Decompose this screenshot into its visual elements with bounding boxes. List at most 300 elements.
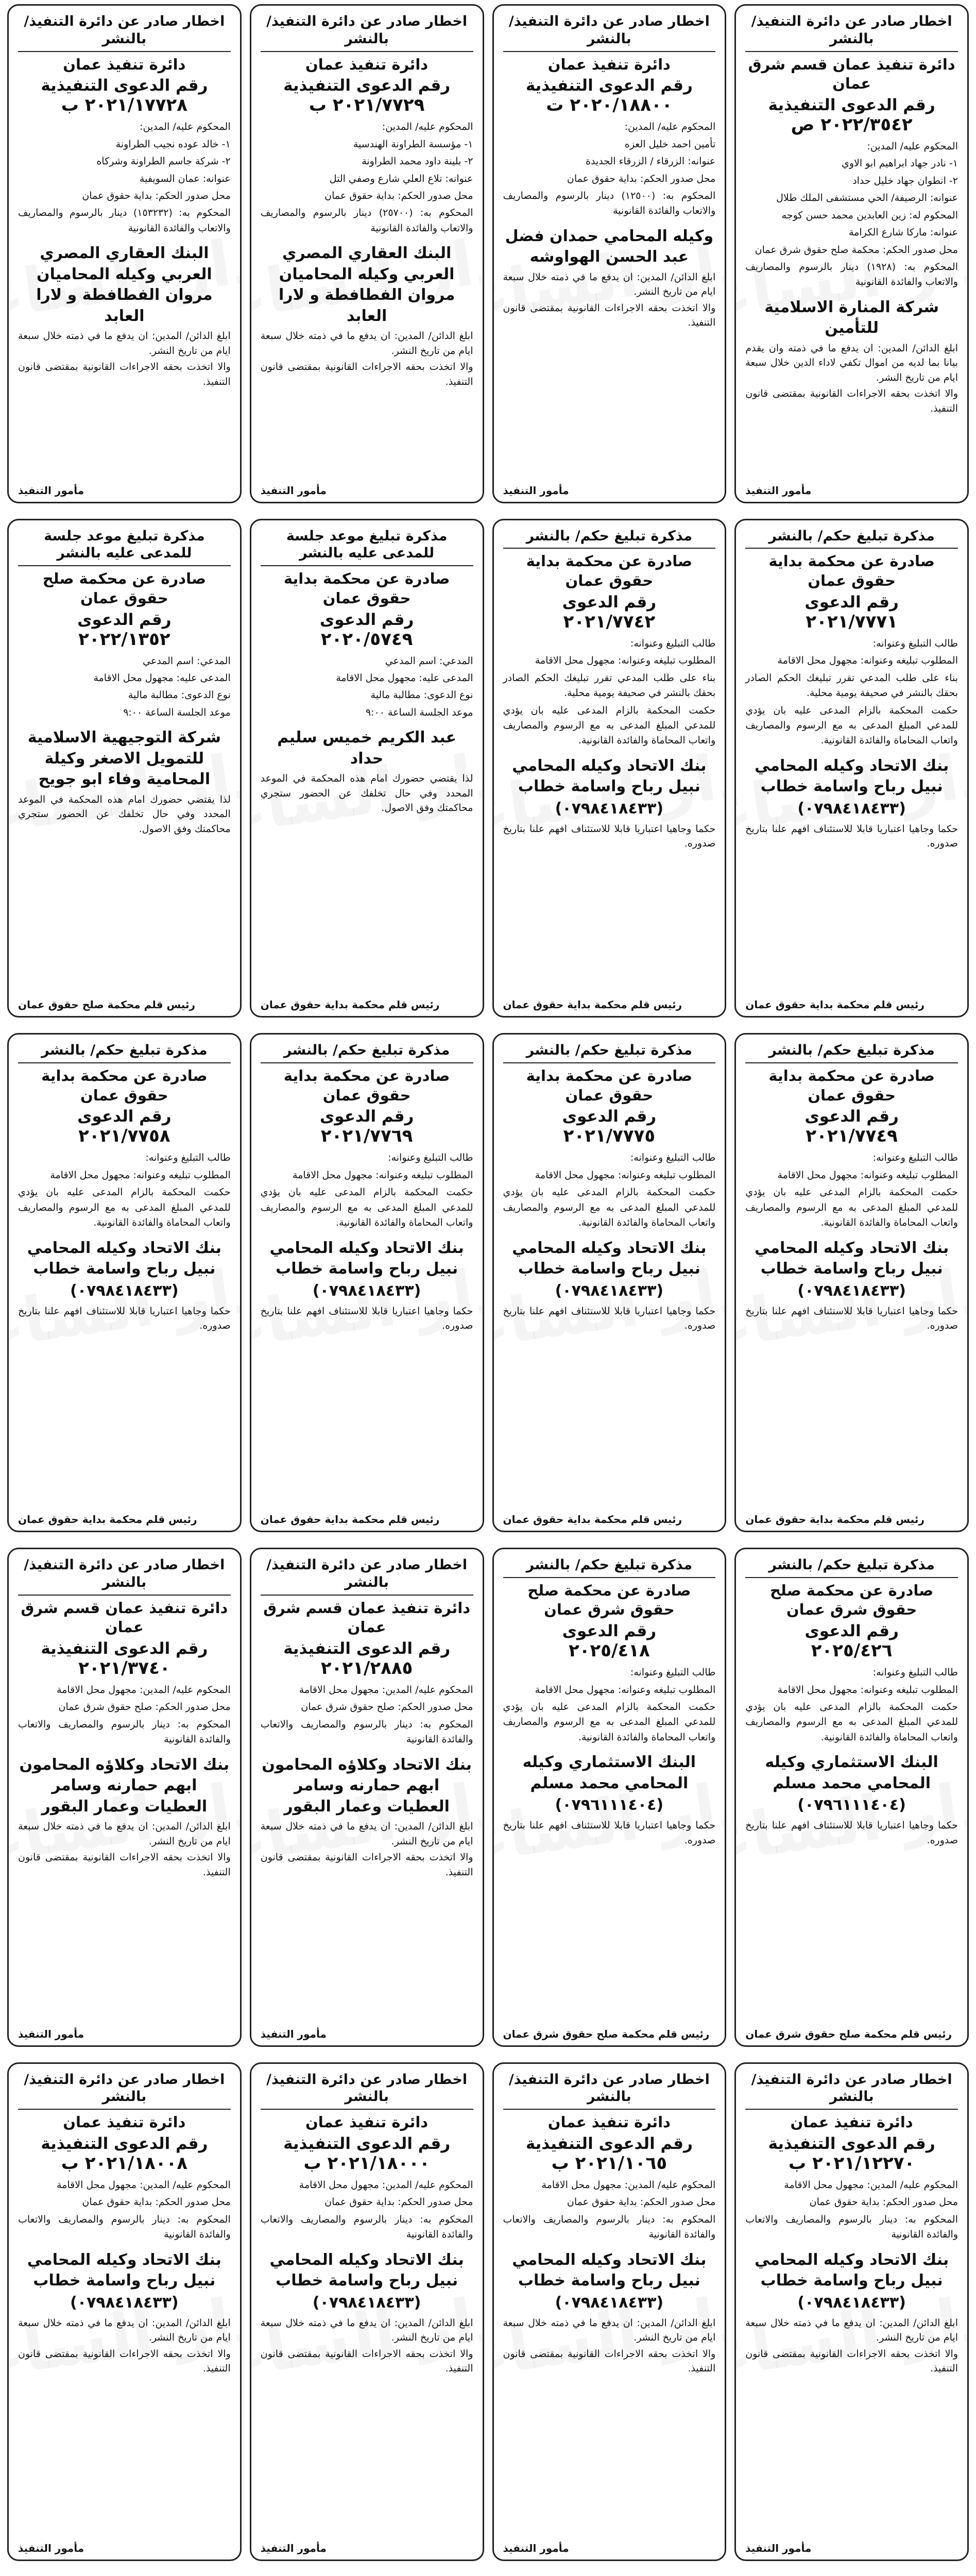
signature: رئيس قلم محكمة بداية حقوق عمان bbox=[503, 1513, 682, 1526]
body-line: محل صدور الحكم: محكمة صلح حقوق شرق عمان bbox=[755, 244, 958, 256]
notice-closing bbox=[745, 2316, 958, 2378]
closing-line: ابلغ الدائن/ المدين: ان يدفع ما في ذمته خلال سبعة ايام من تاريخ النشر. bbox=[260, 1821, 473, 1847]
notice-box bbox=[7, 519, 242, 1018]
body-line: طالب التبليغ وعنوانه: bbox=[145, 1152, 231, 1164]
notice-body bbox=[745, 1150, 958, 1232]
notice-subheader: صادرة عن محكمة بداية حقوق عمان bbox=[283, 570, 450, 607]
body-line: حكمت المحكمة بالزام المدعى عليه بان يؤدي للمدعي المبلغ المدعى به مع الرسوم والمصاريف واتعاب المحاماة والفائدة القانونية. bbox=[745, 1187, 958, 1229]
notice-subheader: صادرة عن محكمة بداية حقوق عمان bbox=[768, 1067, 935, 1104]
body-line: المدعى عليه: مجهول محل الاقامة bbox=[336, 672, 473, 684]
body-line: حكمت المحكمة بالزام المدعى عليه بان يؤدي للمدعي المبلغ المدعى به مع الرسوم والمصاريف واتعاب المحاماة والفائدة القانونية. bbox=[745, 704, 958, 747]
closing-line: حكما وجاهيا اعتباريا قابلا للاستئناف افهم علنا بتاريخ صدوره. bbox=[503, 1820, 716, 1846]
body-line: المدعى عليه: مجهول محل الاقامة bbox=[93, 672, 231, 684]
notice-subheader: دائرة تنفيذ عمان bbox=[547, 2113, 671, 2131]
body-line: المطلوب تبليغه وعنوانه: مجهول محل الاقامة bbox=[535, 655, 716, 667]
body-line: ١- مؤسسة الطراونة الهندسية bbox=[353, 138, 473, 150]
notice-closing bbox=[745, 1818, 958, 1849]
case-number: ٢٠٢١/٧٧٢٩ ب bbox=[309, 95, 425, 116]
body-line: ٢- شركة جاسم الطراونة وشركاه bbox=[96, 156, 231, 167]
closing-line: والا اتخذت بحقه الاجراءات القانونية بمقتضى قانون التنفيذ. bbox=[260, 361, 473, 387]
party-name: بنك الاتحاد وكلاؤه المحامون ابهم حمارنه وسامر العطيات وعمار البقور bbox=[262, 1755, 472, 1816]
body-line: المدعي: اسم المدعي bbox=[143, 655, 231, 667]
closing-line: ابلغ الدائن/ المدين: ان يدفع ما في ذمته خلال سبعة ايام من تاريخ النشر. bbox=[503, 2317, 716, 2344]
body-line: طالب التبليغ وعنوانه: bbox=[630, 1667, 716, 1679]
phone-number: (٠٧٩٨٤١٨٤٣٣) bbox=[797, 2293, 906, 2312]
phone-number: (٠٧٩٦١١١٤٠٤) bbox=[797, 1796, 906, 1815]
case-number: ٢٠٢١/٧٧٧٥ bbox=[563, 1126, 656, 1147]
notice-box bbox=[734, 2062, 969, 2562]
body-line: محل صدور الحكم: بداية حقوق عمان bbox=[567, 2196, 716, 2208]
body-line: المحكوم عليه/ المدين: مجهول محل الاقامة bbox=[57, 2179, 231, 2191]
body-line: بناء على طلب المدعي تقرر تبليغك الحكم الصادر بحقك بالنشر في صحيفة يومية محلية. bbox=[745, 672, 958, 699]
body-line: نوع الدعوى: مطالبة مالية bbox=[370, 689, 473, 701]
notice-subheader: دائرة تنفيذ عمان bbox=[63, 2113, 186, 2131]
case-number-label: رقم الدعوى bbox=[562, 1107, 657, 1126]
party-name: بنك الاتحاد وكيله المحامي نبيل رباح واسامة خطاب bbox=[512, 1239, 707, 1278]
closing-line: حكما وجاهيا اعتباريا قابلا للاستئناف افهم علنا بتاريخ صدوره. bbox=[745, 1305, 958, 1332]
party-name: البنك العقاري المصري العربي وكيله المحاميان مروان الفطافطة و لارا العابد bbox=[278, 244, 455, 325]
body-line: عنوانه: تلاع العلي شارع وصفي التل bbox=[329, 173, 473, 184]
signature: رئيس قلم محكمة صلح حقوق شرق عمان bbox=[745, 2027, 952, 2040]
signature: رئيس قلم محكمة بداية حقوق عمان bbox=[745, 1513, 924, 1526]
body-line: ٢- بلينة داود محمد الطراونة bbox=[362, 156, 473, 167]
signature: مأمور التنفيذ bbox=[18, 2542, 84, 2555]
case-number: ٢٠٢٥/٤٢٦ bbox=[811, 1640, 893, 1662]
notice-closing bbox=[18, 792, 231, 838]
closing-line: والا اتخذت بحقه الاجراءات القانونية بمقتضى قانون التنفيذ. bbox=[503, 2348, 716, 2375]
body-line: المطلوب تبليغه وعنوانه: مجهول محل الاقامة bbox=[777, 655, 958, 667]
notice-body bbox=[503, 1665, 716, 1747]
body-line: طالب التبليغ وعنوانه: bbox=[388, 1152, 473, 1164]
body-line: المحكوم عليه/ المدين: مجهول محل الاقامة bbox=[57, 1684, 231, 1696]
body-line: ١- نادر جهاد ابراهيم ابو الاوي bbox=[841, 158, 958, 170]
notice-header: مذكرة تبليغ حكم/ بالنشر bbox=[503, 1556, 716, 1578]
closing-line: ابلغ الدائن/ المدين: ان يدفع ما في ذمته خلال سبعة ايام من تاريخ النشر. bbox=[18, 2317, 231, 2344]
notice-body bbox=[18, 654, 231, 723]
notice-closing bbox=[18, 329, 231, 391]
body-line: المحكوم عليه/ المدين: مجهول محل الاقامة bbox=[541, 2179, 716, 2191]
notice-header: مذكرة تبليغ حكم/ بالنشر bbox=[745, 1042, 958, 1063]
body-line: محل صدور الحكم: بداية حقوق عمان bbox=[567, 173, 716, 184]
body-line: حكمت المحكمة بالزام المدعى عليه بان يؤدي للمدعي المبلغ المدعى به مع الرسوم والمصاريف واتعاب المحاماة والفائدة القانونية. bbox=[503, 704, 716, 747]
notice-body bbox=[18, 120, 231, 238]
signature: رئيس قلم محكمة بداية حقوق عمان bbox=[745, 998, 924, 1011]
notice-box bbox=[734, 4, 969, 503]
signature: مأمور التنفيذ bbox=[260, 2542, 327, 2555]
body-line: موعد الجلسة الساعة ٩:٠٠ bbox=[365, 706, 473, 718]
signature: مأمور التنفيذ bbox=[503, 484, 569, 497]
case-number: ٢٠٢٢/١٣٥٢ bbox=[78, 629, 170, 650]
notice-box bbox=[7, 4, 242, 503]
party-name: وكيله المحامي حمدان فضل عبد الحسن الهواوشه bbox=[505, 227, 714, 266]
signature: رئيس قلم محكمة بداية حقوق عمان bbox=[260, 998, 440, 1011]
notices-grid bbox=[7, 4, 969, 2576]
signature: مأمور التنفيذ bbox=[745, 484, 812, 497]
notice-subheader: صادرة عن محكمة بداية حقوق عمان bbox=[283, 1067, 450, 1104]
notice-body bbox=[261, 120, 473, 238]
notice-body bbox=[745, 636, 958, 751]
closing-line: ابلغ الدائن/ المدين: ان يدفع ما في ذمته خلال سبعة ايام من تاريخ النشر. bbox=[260, 330, 473, 357]
case-number-label: رقم الدعوى التنفيذية bbox=[283, 76, 451, 95]
notice-body bbox=[503, 1150, 716, 1232]
party-name: بنك الاتحاد وكيله المحامي نبيل رباح واسامة خطاب bbox=[512, 2250, 707, 2290]
notice-box bbox=[734, 1033, 969, 1532]
party-name: البنك العقاري المصري العربي وكيله المحاميان مروان الفطافطة و لارا العابد bbox=[36, 244, 213, 325]
notice-body bbox=[261, 2178, 473, 2245]
closing-line: والا اتخذت بحقه الاجراءات القانونية بمقتضى قانون التنفيذ. bbox=[260, 2348, 473, 2375]
notice-header: اخطار صادر عن دائرة التنفيذ/ بالنشر bbox=[261, 13, 473, 52]
case-number-label: رقم الدعوى التنفيذية bbox=[525, 2134, 693, 2153]
case-number: ٢٠٢١/١٧٧٢٨ ب bbox=[61, 95, 187, 116]
case-number: ٢٠٢١/٧٧٥٨ bbox=[78, 1126, 170, 1147]
notice-body bbox=[261, 654, 473, 723]
case-number-label: رقم الدعوى التنفيذية bbox=[768, 95, 935, 114]
signature: رئيس قلم محكمة صلح حقوق عمان bbox=[18, 998, 195, 1011]
notice-header: اخطار صادر عن دائرة التنفيذ/ بالنشر bbox=[745, 13, 958, 52]
closing-line: والا اتخذت بحقه الاجراءات القانونية بمقتضى قانون التنفيذ. bbox=[745, 388, 958, 414]
notice-box bbox=[7, 1548, 242, 2047]
body-line: عنوانه: عمان السويفية bbox=[139, 173, 231, 184]
case-number-label: رقم الدعوى bbox=[804, 592, 899, 612]
notice-body bbox=[18, 2178, 231, 2245]
body-line: نوع الدعوى: مطالبة مالية bbox=[128, 689, 231, 701]
notice-box bbox=[492, 519, 727, 1018]
notice-subheader: دائرة تنفيذ عمان bbox=[63, 55, 186, 73]
body-line: المحكوم عليه/ المدين: مجهول محل الاقامة bbox=[299, 2179, 473, 2191]
notice-closing bbox=[503, 822, 716, 853]
body-line: المحكوم به: دينار بالرسوم والمصاريف والاتعاب والفائدة القانونية bbox=[18, 1718, 231, 1745]
case-number-label: رقم الدعوى التنفيذية bbox=[41, 1639, 208, 1658]
party-name: بنك الاتحاد وكيله المحامي نبيل رباح واسامة خطاب bbox=[755, 2250, 949, 2290]
case-number: ٢٠٢١/١٢٢٧٠ ب bbox=[789, 2153, 915, 2174]
body-line: ٢- انطوان جهاد خليل حداد bbox=[852, 175, 958, 187]
notice-body bbox=[503, 636, 716, 751]
phone-number: (٠٧٩٦١١١٤٠٤) bbox=[555, 1796, 664, 1815]
phone-number: (٠٧٩٨٤١٨٤٣٣) bbox=[555, 1281, 664, 1300]
notice-box bbox=[250, 1548, 484, 2047]
phone-number: (٠٧٩٨٤١٨٤٣٣) bbox=[70, 2293, 179, 2312]
notice-closing bbox=[18, 2316, 231, 2378]
party-name: شركة المنارة الاسلامية للتأمين bbox=[764, 298, 939, 337]
closing-line: حكما وجاهيا اعتباريا قابلا للاستئناف افهم علنا بتاريخ صدوره. bbox=[745, 1820, 958, 1846]
notice-body bbox=[745, 1665, 958, 1747]
body-line: حكمت المحكمة بالزام المدعى عليه بان يؤدي للمدعي المبلغ المدعى به مع الرسوم والمصاريف واتعاب المحاماة والفائدة القانونية. bbox=[260, 1187, 473, 1229]
case-number: ٢٠٢٠/١٨٨٠٠ ت bbox=[546, 95, 673, 116]
notice-subheader: دائرة تنفيذ عمان bbox=[790, 2113, 913, 2131]
party-name: بنك الاتحاد وكيله المحامي نبيل رباح واسامة خطاب bbox=[269, 2250, 464, 2290]
body-line: المحكوم به: دينار بالرسوم والمصاريف والاتعاب والفائدة القانونية bbox=[260, 1718, 473, 1745]
body-line: موعد الجلسة الساعة ٩:٠٠ bbox=[123, 706, 231, 718]
case-number-label: رقم الدعوى التنفيذية bbox=[41, 76, 208, 95]
body-line: المحكوم عليه/ المدين: مجهول محل الاقامة bbox=[299, 1684, 473, 1696]
closing-line: حكما وجاهيا اعتباريا قابلا للاستئناف افهم علنا بتاريخ صدوره. bbox=[260, 1305, 473, 1332]
notice-header: مذكرة تبليغ حكم/ بالنشر bbox=[18, 1042, 231, 1063]
signature: رئيس قلم محكمة بداية حقوق عمان bbox=[503, 998, 682, 1011]
case-number-label: رقم الدعوى bbox=[319, 610, 414, 629]
body-line: محل صدور الحكم: بداية حقوق عمان bbox=[809, 2196, 958, 2208]
case-number: ٢٠٢١/٧٧٦٩ bbox=[320, 1126, 413, 1147]
body-line: محل صدور الحكم: بداية حقوق عمان bbox=[82, 190, 231, 201]
body-line: حكمت المحكمة بالزام المدعى عليه بان يؤدي للمدعي المبلغ المدعى به مع الرسوم والمصاريف واتعاب المحاماة والفائدة القانونية. bbox=[503, 1701, 716, 1743]
notice-box bbox=[250, 2062, 484, 2562]
body-line: المحكوم به: دينار بالرسوم والمصاريف والاتعاب والفائدة القانونية bbox=[18, 2213, 231, 2241]
body-line: المطلوب تبليغه وعنوانه: مجهول محل الاقامة bbox=[293, 1169, 473, 1181]
case-number-label: رقم الدعوى bbox=[77, 610, 172, 629]
case-number: ٢٠٢١/٢٨٨٥ bbox=[320, 1657, 413, 1679]
body-line: حكمت المحكمة بالزام المدعى عليه بان يؤدي للمدعي المبلغ المدعى به مع الرسوم والمصاريف واتعاب المحاماة والفائدة القانونية. bbox=[503, 1187, 716, 1229]
case-number: ٢٠٢٥/٤١٨ bbox=[569, 1640, 650, 1662]
body-line: المحكوم عليه/ المدين: bbox=[624, 121, 716, 133]
body-line: المطلوب تبليغه وعنوانه: مجهول محل الاقامة bbox=[535, 1169, 716, 1181]
signature: مأمور التنفيذ bbox=[745, 2542, 812, 2555]
notice-closing bbox=[261, 2316, 473, 2378]
phone-number: (٠٧٩٨٤١٨٤٣٣) bbox=[555, 2293, 664, 2312]
notice-closing bbox=[261, 771, 473, 817]
notice-closing bbox=[261, 1819, 473, 1881]
notice-header: مذكرة تبليغ حكم/ بالنشر bbox=[503, 1042, 716, 1063]
notice-closing bbox=[745, 1304, 958, 1335]
body-line: طالب التبليغ وعنوانه: bbox=[872, 637, 958, 649]
case-number-label: رقم الدعوى التنفيذية bbox=[525, 76, 693, 95]
body-line: المحكوم به: دينار بالرسوم والمصاريف والاتعاب والفائدة القانونية bbox=[260, 2213, 473, 2241]
notice-subheader: صادرة عن محكمة بداية حقوق عمان bbox=[526, 552, 693, 590]
closing-line: والا اتخذت بحقه الاجراءات القانونية بمقتضى قانون التنفيذ. bbox=[18, 361, 231, 387]
phone-number: (٠٧٩٨٤١٨٤٣٣) bbox=[312, 2293, 421, 2312]
notice-box bbox=[734, 1548, 969, 2047]
case-number: ٢٠٢١/٧٧٧١ bbox=[806, 611, 898, 632]
notice-closing bbox=[503, 1818, 716, 1849]
body-line: محل صدور الحكم: بداية حقوق عمان bbox=[82, 2196, 231, 2208]
closing-line: ابلغ الدائن/ المدين: ان يدفع ما في ذمته خلال سبعة ايام من تاريخ النشر. bbox=[18, 330, 231, 357]
body-line: طالب التبليغ وعنوانه: bbox=[872, 1152, 958, 1164]
notice-box bbox=[492, 2062, 727, 2562]
notice-closing bbox=[261, 1304, 473, 1335]
notice-body bbox=[503, 120, 716, 221]
body-line: المحكوم به: (١٥٣٢٣٢) دينار بالرسوم والمصاريف والاتعاب والفائدة القانونية bbox=[18, 207, 231, 234]
notice-box bbox=[492, 1033, 727, 1532]
closing-line: والا اتخذت بحقه الاجراءات القانونية بمقتضى قانون التنفيذ. bbox=[260, 1852, 473, 1878]
case-number: ٢٠٢١/٣٧٤٠ bbox=[78, 1657, 170, 1679]
phone-number: (٠٧٩٨٤١٨٤٣٣) bbox=[555, 799, 664, 818]
case-number-label: رقم الدعوى bbox=[319, 1107, 414, 1126]
closing-line: ابلغ الدائن/ المدين: ان يدفع ما في ذمته خلال سبعة ايام من تاريخ النشر. bbox=[745, 2317, 958, 2344]
signature: مأمور التنفيذ bbox=[503, 2542, 569, 2555]
notice-closing bbox=[18, 1819, 231, 1881]
case-number: ٢٠٢١/١٨٠٠٨ ب bbox=[61, 2153, 187, 2174]
notice-subheader: صادرة عن محكمة صلح حقوق شرق عمان bbox=[769, 1581, 934, 1619]
notice-subheader: دائرة تنفيذ عمان bbox=[547, 55, 671, 73]
case-number-label: رقم الدعوى bbox=[804, 1107, 899, 1126]
case-number-label: رقم الدعوى bbox=[804, 1622, 899, 1641]
closing-line: حكما وجاهيا اعتباريا قابلا للاستئناف افهم علنا بتاريخ صدوره. bbox=[503, 823, 716, 850]
notice-subheader: دائرة تنفيذ عمان قسم شرق عمان bbox=[21, 1599, 228, 1636]
notice-box bbox=[250, 4, 484, 503]
body-line: طالب التبليغ وعنوانه: bbox=[630, 1152, 716, 1164]
case-number-label: رقم الدعوى التنفيذية bbox=[283, 1639, 451, 1658]
body-line: بناء على طلب المدعي تقرر تبليغك الحكم الصادر بحقك بالنشر في صحيفة يومية محلية. bbox=[503, 672, 716, 699]
party-name: بنك الاتحاد وكيله المحامي نبيل رباح واسامة خطاب bbox=[755, 1239, 949, 1278]
signature: مأمور التنفيذ bbox=[18, 2027, 84, 2040]
notice-body bbox=[261, 1683, 473, 1750]
signature: مأمور التنفيذ bbox=[260, 2027, 327, 2040]
notice-body bbox=[18, 1150, 231, 1232]
case-number-label: رقم الدعوى bbox=[77, 1107, 172, 1126]
notice-closing bbox=[503, 2316, 716, 2378]
notice-box bbox=[250, 1033, 484, 1532]
notice-box bbox=[734, 519, 969, 1018]
notice-header: مذكرة تبليغ موعد جلسة للمدعى عليه بالنشر bbox=[261, 528, 473, 567]
body-line: محل صدور الحكم: صلح حقوق شرق عمان bbox=[58, 1701, 231, 1713]
signature: رئيس قلم محكمة بداية حقوق عمان bbox=[260, 1513, 440, 1526]
phone-number: (٠٧٩٨٤١٨٤٣٣) bbox=[312, 1281, 421, 1300]
body-line: المحكوم به: (٢٥٧٠٠) دينار بالرسوم والمصاريف والاتعاب والفائدة القانونية bbox=[260, 207, 473, 234]
notice-header: اخطار صادر عن دائرة التنفيذ/ بالنشر bbox=[503, 2071, 716, 2110]
notice-header: اخطار صادر عن دائرة التنفيذ/ بالنشر bbox=[745, 2071, 958, 2110]
notice-subheader: صادرة عن محكمة بداية حقوق عمان bbox=[768, 552, 935, 590]
notice-header: اخطار صادر عن دائرة التنفيذ/ بالنشر bbox=[18, 1556, 231, 1596]
body-line: المحكوم به: (١٢٥٠٠) دينار بالرسوم والمصاريف والاتعاب والفائدة القانونية bbox=[503, 190, 716, 217]
notice-subheader: صادرة عن محكمة صلح حقوق عمان bbox=[42, 570, 207, 607]
body-line: عنوانه: الزرقاء / الزرقاء الجديدة bbox=[586, 156, 716, 167]
body-line: المطلوب تبليغه وعنوانه: مجهول محل الاقامة bbox=[50, 1169, 231, 1181]
notice-subheader: دائرة تنفيذ عمان قسم شرق عمان bbox=[263, 1599, 471, 1636]
body-line: المحكوم به: دينار بالرسوم والمصاريف والاتعاب والفائدة القانونية bbox=[745, 2213, 958, 2241]
phone-number: (٠٧٩٨٤١٨٤٣٣) bbox=[797, 1281, 906, 1300]
notice-header: اخطار صادر عن دائرة التنفيذ/ بالنشر bbox=[503, 13, 716, 52]
notice-body bbox=[745, 139, 958, 292]
notice-subheader: دائرة تنفيذ عمان bbox=[305, 55, 429, 73]
party-name: بنك الاتحاد وكيله المحامي نبيل رباح واسامة خطاب bbox=[269, 1239, 464, 1278]
notice-header: مذكرة تبليغ حكم/ بالنشر bbox=[261, 1042, 473, 1063]
body-line: محل صدور الحكم: بداية حقوق عمان bbox=[324, 2196, 473, 2208]
notice-header: اخطار صادر عن دائرة التنفيذ/ بالنشر bbox=[18, 13, 231, 52]
signature: مأمور التنفيذ bbox=[260, 484, 327, 497]
case-number: ٢٠٢١/٧٧٤٩ bbox=[806, 1126, 898, 1147]
case-number: ٢٠٢١/١٨٠٠٠ ب bbox=[303, 2153, 430, 2174]
body-line: عنوانه: الرصيفة/ الحي مستشفى الملك طلال bbox=[776, 192, 958, 204]
body-line: المحكوم عليه/ المدين: مجهول محل الاقامة bbox=[784, 2179, 958, 2191]
closing-line: والا اتخذت بحقه الاجراءات القانونية بمقتضى قانون التنفيذ. bbox=[503, 302, 716, 329]
notice-closing bbox=[745, 341, 958, 418]
body-line: حكمت المحكمة بالزام المدعى عليه بان يؤدي للمدعي المبلغ المدعى به مع الرسوم والمصاريف واتعاب المحاماة والفائدة القانونية. bbox=[745, 1701, 958, 1743]
closing-line: ابلغ الدائن/ المدين: ان يدفع ما في ذمته وان يقدم بيانا بما لديه من اموال تكفي لاداء الدين خلال سبعة ايام من تاريخ النشر. bbox=[745, 342, 958, 383]
signature: رئيس قلم محكمة صلح حقوق شرق عمان bbox=[503, 2027, 710, 2040]
body-line: محل صدور الحكم: بداية حقوق عمان bbox=[324, 190, 473, 201]
case-number-label: رقم الدعوى bbox=[562, 592, 657, 612]
notice-subheader: صادرة عن محكمة بداية حقوق عمان bbox=[41, 1067, 208, 1104]
notice-closing bbox=[503, 270, 716, 332]
signature: رئيس قلم محكمة بداية حقوق عمان bbox=[18, 1513, 197, 1526]
notice-header: مذكرة تبليغ حكم/ بالنشر bbox=[745, 1556, 958, 1578]
notice-box bbox=[250, 519, 484, 1018]
party-name: البنك الاستثماري وكيله المحامي محمد مسلم bbox=[522, 1753, 696, 1792]
closing-line: لذا يقتضي حضورك امام هذه المحكمة في الموعد المحدد وفي حال تخلفك عن الحضور ستجري محاكمتك وفق الاصول. bbox=[260, 773, 473, 814]
notice-subheader: دائرة تنفيذ عمان bbox=[305, 2113, 429, 2131]
notice-subheader: صادرة عن محكمة صلح حقوق شرق عمان bbox=[527, 1581, 691, 1619]
party-name: بنك الاتحاد وكيله المحامي نبيل رباح واسامة خطاب bbox=[27, 1239, 221, 1278]
notice-body bbox=[18, 1683, 231, 1750]
notice-header: اخطار صادر عن دائرة التنفيذ/ بالنشر bbox=[261, 2071, 473, 2110]
party-name: بنك الاتحاد وكلاؤه المحامون ابهم حمارنه وسامر العطيات وعمار البقور bbox=[19, 1755, 230, 1816]
notice-closing bbox=[18, 1304, 231, 1335]
body-line: طالب التبليغ وعنوانه: bbox=[872, 1667, 958, 1679]
notice-header: مذكرة تبليغ حكم/ بالنشر bbox=[503, 528, 716, 549]
body-line: المحكوم عليه/ المدين: bbox=[867, 140, 958, 152]
notice-header: اخطار صادر عن دائرة التنفيذ/ بالنشر bbox=[18, 2071, 231, 2110]
notice-subheader: دائرة تنفيذ عمان قسم شرق عمان bbox=[748, 55, 955, 93]
closing-line: حكما وجاهيا اعتباريا قابلا للاستئناف افهم علنا بتاريخ صدوره. bbox=[503, 1305, 716, 1332]
case-number: ٢٠٢١/٧٧٤٢ bbox=[563, 611, 656, 632]
notice-header: مذكرة تبليغ حكم/ بالنشر bbox=[745, 528, 958, 549]
notice-body bbox=[503, 2178, 716, 2245]
notice-box bbox=[492, 1548, 727, 2047]
body-line: المحكوم به: دينار بالرسوم والمصاريف والاتعاب والفائدة القانونية bbox=[503, 2213, 716, 2241]
body-line: عنوانه: ماركا شارع الكرامة bbox=[848, 227, 958, 239]
signature: مأمور التنفيذ bbox=[18, 484, 84, 497]
notice-header: مذكرة تبليغ موعد جلسة للمدعى عليه بالنشر bbox=[18, 528, 231, 567]
party-name: شركة التوجيهية الاسلامية للتمويل الاصغر وكيلة المحامية وفاء ابو جويح bbox=[27, 728, 221, 789]
case-number: ٢٠٢٠/٥٧٤٩ bbox=[320, 629, 413, 650]
case-number-label: رقم الدعوى التنفيذية bbox=[768, 2134, 935, 2153]
closing-line: ابلغ الدائن/ المدين: ان يدفع ما في ذمته خلال سبعة ايام من تاريخ النشر. bbox=[503, 271, 716, 298]
body-line: المحكوم عليه/ المدين: bbox=[382, 121, 473, 133]
body-line: المحكوم له: زين العابدين محمد حسن كوجه bbox=[781, 209, 958, 221]
party-name: بنك الاتحاد وكيله المحامي نبيل رباح واسامة خطاب bbox=[512, 756, 707, 796]
party-name: بنك الاتحاد وكيله المحامي نبيل رباح واسامة خطاب bbox=[27, 2250, 221, 2290]
body-line: المدعي: اسم المدعي bbox=[385, 655, 473, 667]
notice-header: اخطار صادر عن دائرة التنفيذ/ بالنشر bbox=[261, 1556, 473, 1596]
party-name: عبد الكريم خميس سليم حداد bbox=[277, 728, 456, 768]
notice-box bbox=[492, 4, 727, 503]
phone-number: (٠٧٩٨٤١٨٤٣٣) bbox=[797, 799, 906, 818]
closing-line: حكما وجاهيا اعتباريا قابلا للاستئناف افهم علنا بتاريخ صدوره. bbox=[745, 823, 958, 850]
notice-closing bbox=[745, 822, 958, 853]
body-line: ١- خالد عوده نجيب الطراونة bbox=[115, 138, 231, 150]
closing-line: لذا يقتضي حضورك امام هذه المحكمة في الموعد المحدد وفي حال تخلفك عن الحضور ستجري محاكمتك وفق الاصول. bbox=[18, 793, 231, 835]
closing-line: ابلغ الدائن/ المدين: ان يدفع ما في ذمته خلال سبعة ايام من تاريخ النشر. bbox=[18, 1821, 231, 1847]
notice-box bbox=[7, 1033, 242, 1532]
body-line: تأمين احمد خليل العزه bbox=[624, 138, 716, 150]
body-line: المطلوب تبليغه وعنوانه: مجهول محل الاقامة bbox=[777, 1169, 958, 1181]
body-line: المطلوب تبليغه وعنوانه: مجهول محل الاقامة bbox=[535, 1684, 716, 1696]
notice-box bbox=[7, 2062, 242, 2562]
body-line: محل صدور الحكم: صلح حقوق شرق عمان bbox=[301, 1701, 473, 1713]
body-line: حكمت المحكمة بالزام المدعى عليه بان يؤدي للمدعي المبلغ المدعى به مع الرسوم والمصاريف واتعاب المحاماة والفائدة القانونية. bbox=[18, 1187, 231, 1229]
body-line: طالب التبليغ وعنوانه: bbox=[630, 637, 716, 649]
party-name: البنك الاستثماري وكيله المحامي محمد مسلم bbox=[765, 1753, 938, 1792]
party-name: بنك الاتحاد وكيله المحامي نبيل رباح واسامة خطاب bbox=[755, 756, 949, 796]
closing-line: ابلغ الدائن/ المدين: ان يدفع ما في ذمته خلال سبعة ايام من تاريخ النشر. bbox=[260, 2317, 473, 2344]
body-line: المحكوم عليه/ المدين: bbox=[140, 121, 231, 133]
body-line: المحكوم به: (١٩٢٨) دينار بالرسوم والمصاريف والاتعاب والفائدة القانونية bbox=[745, 261, 958, 288]
notice-body bbox=[261, 1150, 473, 1232]
notice-subheader: صادرة عن محكمة بداية حقوق عمان bbox=[526, 1067, 693, 1104]
closing-line: حكما وجاهيا اعتباريا قابلا للاستئناف افهم علنا بتاريخ صدوره. bbox=[18, 1305, 231, 1332]
body-line: المطلوب تبليغه وعنوانه: مجهول محل الاقامة bbox=[777, 1684, 958, 1696]
closing-line: والا اتخذت بحقه الاجراءات القانونية بمقتضى قانون التنفيذ. bbox=[745, 2348, 958, 2375]
case-number-label: رقم الدعوى التنفيذية bbox=[41, 2134, 208, 2153]
notice-body bbox=[745, 2178, 958, 2245]
case-number: ٢٠٢١/١٠٦٥ ب bbox=[551, 2153, 667, 2174]
phone-number: (٠٧٩٨٤١٨٤٣٣) bbox=[70, 1281, 179, 1300]
closing-line: والا اتخذت بحقه الاجراءات القانونية بمقتضى قانون التنفيذ. bbox=[18, 2348, 231, 2375]
case-number-label: رقم الدعوى التنفيذية bbox=[283, 2134, 451, 2153]
notice-closing bbox=[261, 329, 473, 391]
closing-line: والا اتخذت بحقه الاجراءات القانونية بمقتضى قانون التنفيذ. bbox=[18, 1852, 231, 1878]
case-number: ٢٠٢٢/٣٥٤٢ ص bbox=[791, 114, 913, 135]
case-number-label: رقم الدعوى bbox=[562, 1622, 657, 1641]
notice-closing bbox=[503, 1304, 716, 1335]
